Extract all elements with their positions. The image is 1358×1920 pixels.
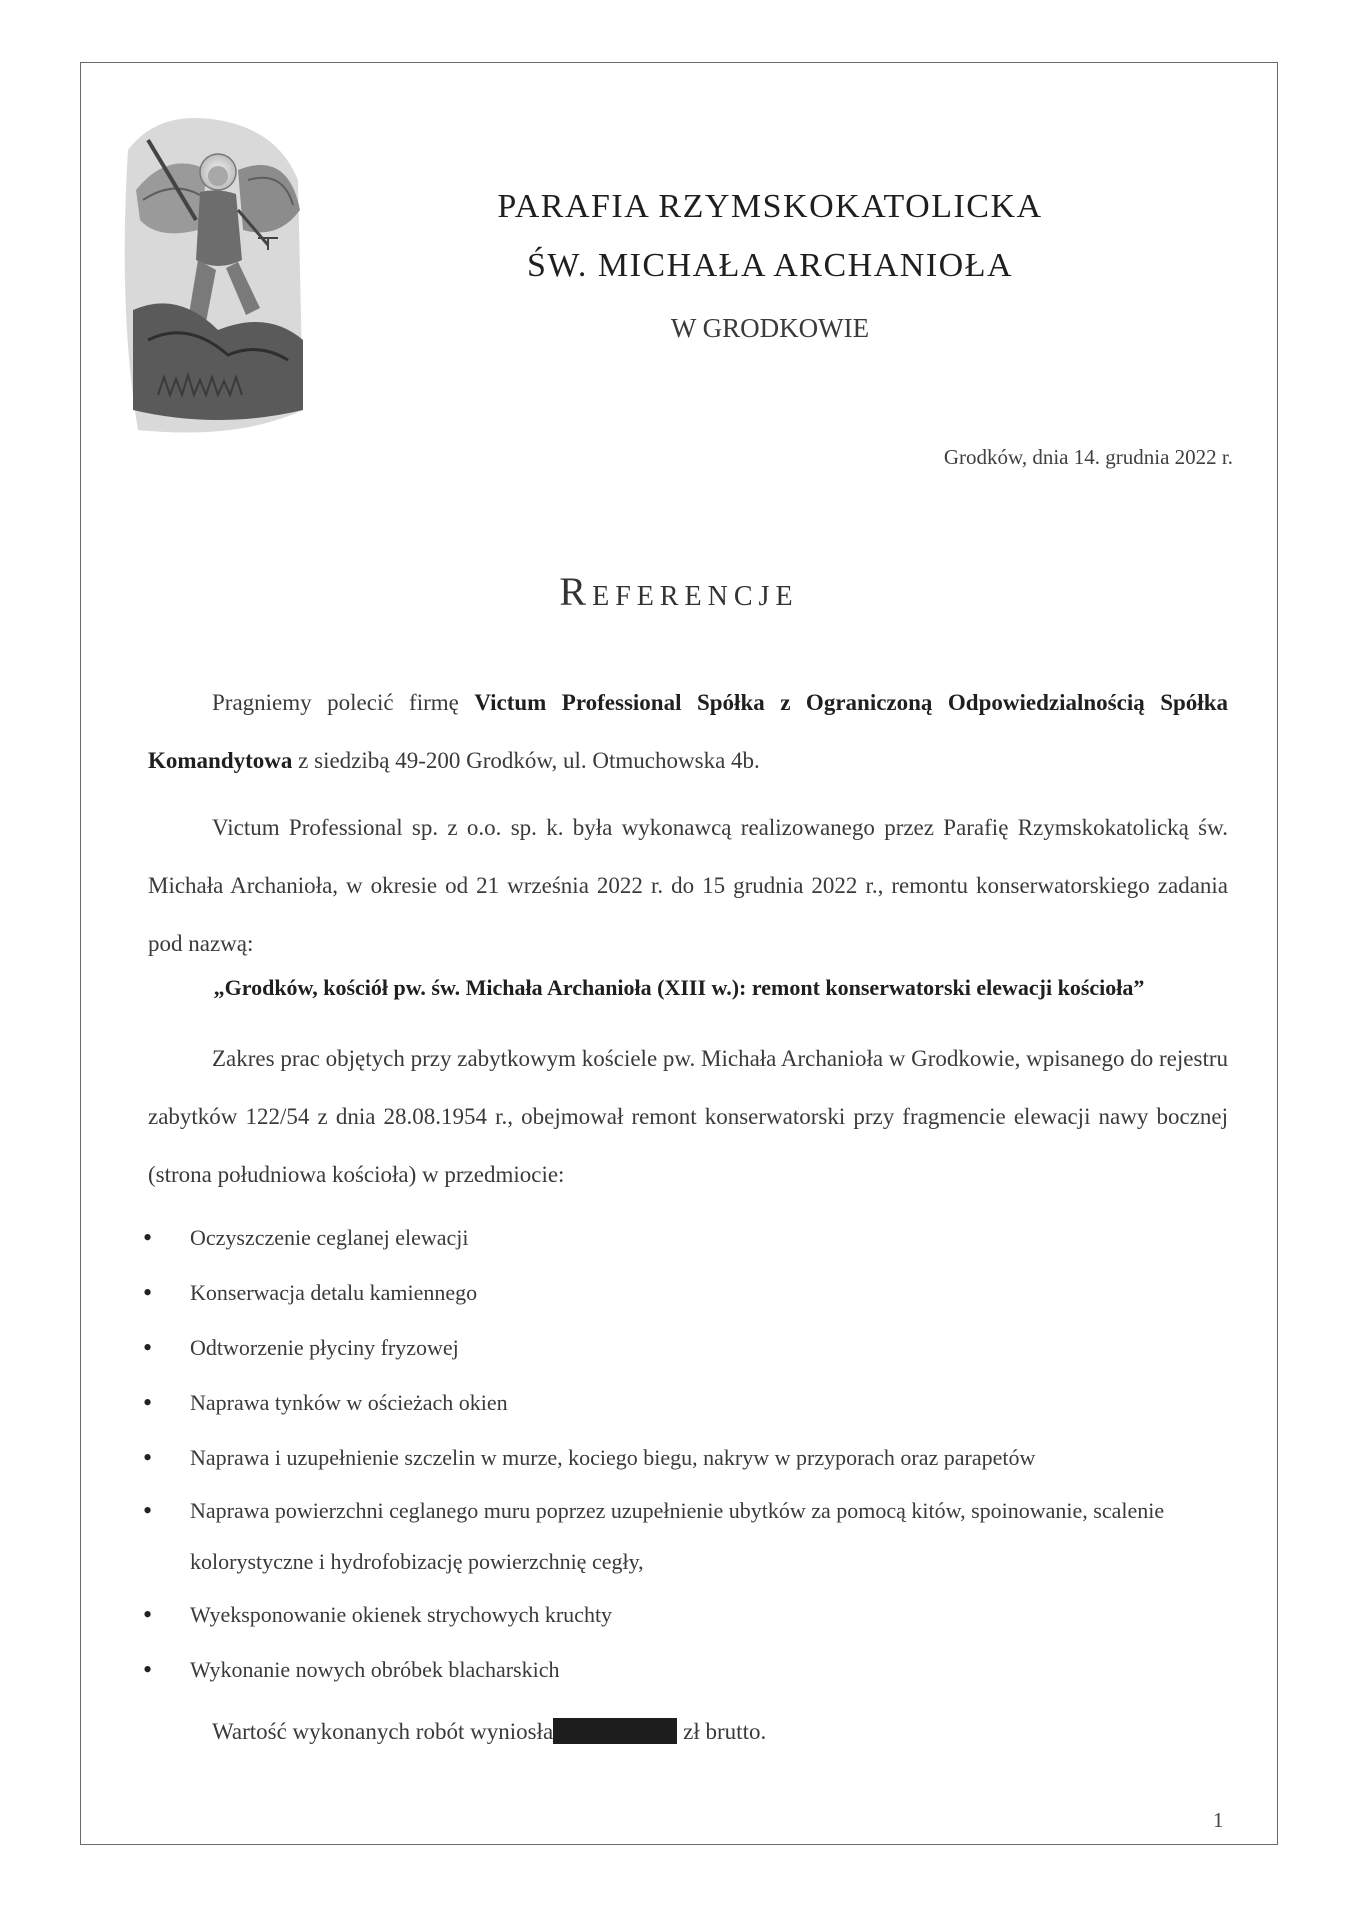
value-prefix: Wartość wykonanych robót wyniosła [212, 1719, 554, 1744]
scope-list-item: • Wyeksponowanie okienek strychowych kruchty [140, 1587, 1240, 1642]
scope-list-item: • Naprawa i uzupełnienie szczelin w murze, kociego biegu, nakryw w przyporach oraz parapetów [140, 1430, 1240, 1485]
scope-list-item: • Naprawa tynków w ościeżach okien [140, 1375, 1240, 1430]
scope-paragraph [148, 1030, 1228, 1204]
value-suffix: zł brutto. [683, 1719, 767, 1744]
recommendation-paragraph [148, 674, 1228, 790]
scope-list [140, 1210, 1240, 1697]
contract-value-line [212, 1718, 766, 1745]
parish-name-line2: ŚW. MICHAŁA ARCHANIOŁA [526, 247, 1014, 284]
document-date: Grodków, dnia 14. grudnia 2022 r. [943, 445, 1233, 469]
parish-name-line1: PARAFIA RZYMSKOKATOLICKA [497, 188, 1043, 225]
paragraph3-text: Zakres prac objętych przy zabytkowym kościele pw. Michała Archanioła w Grodkowie, wpisanego do rejestru zabytków 122/54 z dnia 28.08.1954 r., obejmował remont konserwatorski przy fragmencie elewacji nawy bocznej (strona południowa kościoła) w przedmiocie: [148, 1046, 1228, 1187]
paragraph2-text: Victum Professional sp. z o.o. sp. k. była wykonawcą realizowanego przez Parafię Rzymskokatolicką św. Michała Archanioła, w okresie od 21 września 2022 r. do 15 grudnia 2022 r., remontu konserwatorskiego zadania pod nazwą: [148, 815, 1228, 956]
page-number: 1 [1213, 1808, 1224, 1832]
scope-list-item: • Naprawa powierzchni ceglanego muru poprzez uzupełnienie ubytków za pomocą kitów, spoinowanie, scalenie kolorystyczne i hydrofobizację powierzchnię cegły, [140, 1485, 1240, 1587]
task-name: „Grodków, kościół pw. św. Michała Archanioła (XIII w.): remont konserwatorski elewacji kościoła” [213, 975, 1145, 1000]
saint-michael-archangel-image [118, 110, 310, 440]
scope-list-item: • Oczyszczenie ceglanej elewacji [140, 1210, 1240, 1265]
scope-list-item: • Odtworzenie płyciny fryzowej [140, 1320, 1240, 1375]
paragraph1-suffix: z siedzibą 49-200 Grodków, ul. Otmuchowska 4b. [292, 748, 760, 773]
scope-list-item: • Wykonanie nowych obróbek blacharskich [140, 1642, 1240, 1697]
scope-list-item: • Konserwacja detalu kamiennego [140, 1265, 1240, 1320]
paragraph1-prefix: Pragniemy polecić firmę [212, 690, 475, 715]
contractor-paragraph [148, 799, 1228, 973]
company-name: Victum Professional Spółka z Ograniczoną Odpowiedzialnością Spółka Komandytowa [148, 690, 1228, 773]
redacted-amount [553, 1718, 677, 1744]
parish-location: W GRODKOWIE [670, 313, 870, 343]
document-title: Referencje [559, 569, 799, 614]
